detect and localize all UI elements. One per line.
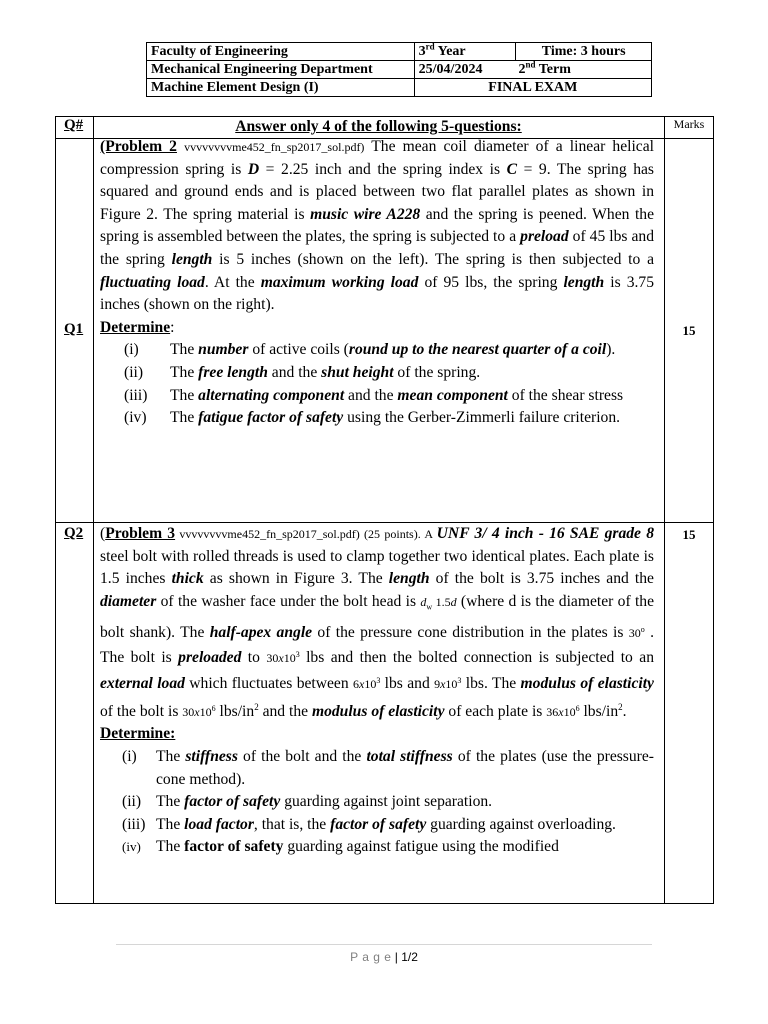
q2-problem-label: Problem 3 xyxy=(105,525,176,542)
question-number-header: Q# xyxy=(64,117,84,133)
exam-term: 2nd Term xyxy=(518,59,571,77)
question-number-q1: Q1 xyxy=(64,321,84,337)
question-q2-body xyxy=(100,523,654,859)
date-term-cell xyxy=(414,61,651,79)
q2-statement: (Problem 3 vvvvvvvvme452_fn_sp2017_sol.pdf) (25 points). A UNF 3/ 4 inch - 16 SAE grade 8 steel bolt with rolled threads is used to clamp together two identical plates. Each plate is 1.5 inches thick as shown in Figure 3. The length of the bolt is 3.75 inches and the diameter of the washer face under the bolt head is $d_w$ 1.5d (where d is the diameter of the bolt shank). The half-apex angle of the pressure cone distribution in the plates is 30$^o$ . The bolt is preloaded to $30x10^3$ lbs and then the bolted connection is subjected to an external load which fluctuates between $6x10^3$ lbs and $9x10^3$ lbs. The modulus of elasticity of the bolt is $30x10^6$ lbs/$in^2$ and the modulus of elasticity of each plate is $36x10^6$ lbs/$in^2$. xyxy=(100,525,655,720)
department-cell: Mechanical Engineering Department xyxy=(147,61,415,79)
faculty-cell: Faculty of Engineering xyxy=(147,43,415,61)
footer-rule xyxy=(116,944,652,945)
marks-q2: 15 xyxy=(682,527,696,542)
q1-item: (ii) The free length and the shut height of the spring. xyxy=(124,363,481,381)
q2-item: (ii) The factor of safety guarding against joint separation. xyxy=(122,793,493,811)
year-cell: 3rd Year xyxy=(414,43,516,61)
q2-item: (iv) The factor of safety guarding against fatigue using the modified xyxy=(122,838,559,856)
q2-item: (iii) The load factor, that is, the factor of safety guarding against overloading. xyxy=(122,815,616,833)
q2-source: vvvvvvvvme452_fn_sp2017_sol.pdf) (25 points). A xyxy=(175,527,437,541)
q1-item: (iii) The alternating component and the mean component of the shear stress xyxy=(124,386,624,404)
page-footer: P a g e | 1/2 xyxy=(350,950,418,964)
instruction-header: Answer only 4 of the following 5-questions: xyxy=(235,118,522,135)
q2-determine: Determine: xyxy=(100,725,176,743)
page-label: P a g e xyxy=(350,950,392,964)
q1-problem-label: (Problem 2 xyxy=(100,138,177,155)
q1-source: vvvvvvvvme452_fn_sp2017_sol.pdf) xyxy=(184,140,365,154)
q1-statement: (Problem 2 vvvvvvvvme452_fn_sp2017_sol.pdf) The mean coil diameter of a linear helical compression spring is D = 2.25 inch and the spring index is C = 9. The spring has squared and ground ends and is placed between two flat parallel plates as shown in Figure 2. The spring material is music wire A228 and the spring is peened. When the spring is assembled between the plates, the spring is subjected to a preload of 45 lbs and the spring length is 5 inches (shown on the left). The spring is then subjected to a fluctuating load. At the maximum working load of 95 lbs, the spring length is 3.75 inches (shown on the right). xyxy=(100,138,654,314)
course-cell: Machine Element Design (I) xyxy=(147,79,415,97)
questions-table xyxy=(55,116,714,904)
q1-item: (iv) The fatigue factor of safety using the Gerber-Zimmerli failure criterion. xyxy=(124,409,621,427)
exam-date: 25/04/2024 xyxy=(418,62,483,77)
q2-item: (i) The stiffness of the bolt and the total stiffness of the plates (use the pressure-cone method). xyxy=(122,747,654,788)
marks-q1: 15 xyxy=(682,323,696,338)
time-cell: Time: 3 hours xyxy=(516,43,652,61)
page-number: 1/2 xyxy=(401,950,418,964)
marks-header: Marks xyxy=(673,117,705,131)
question-number-q2: Q2 xyxy=(64,525,84,541)
column-divider xyxy=(664,117,665,903)
q1-item: (i) The number of active coils (round up to the nearest quarter of a coil). xyxy=(124,341,616,359)
column-divider xyxy=(93,117,94,903)
question-q1-body xyxy=(100,136,654,430)
exam-type-cell: FINAL EXAM xyxy=(414,79,651,97)
q1-determine: Determine: xyxy=(100,318,175,336)
exam-header-table xyxy=(146,42,652,97)
